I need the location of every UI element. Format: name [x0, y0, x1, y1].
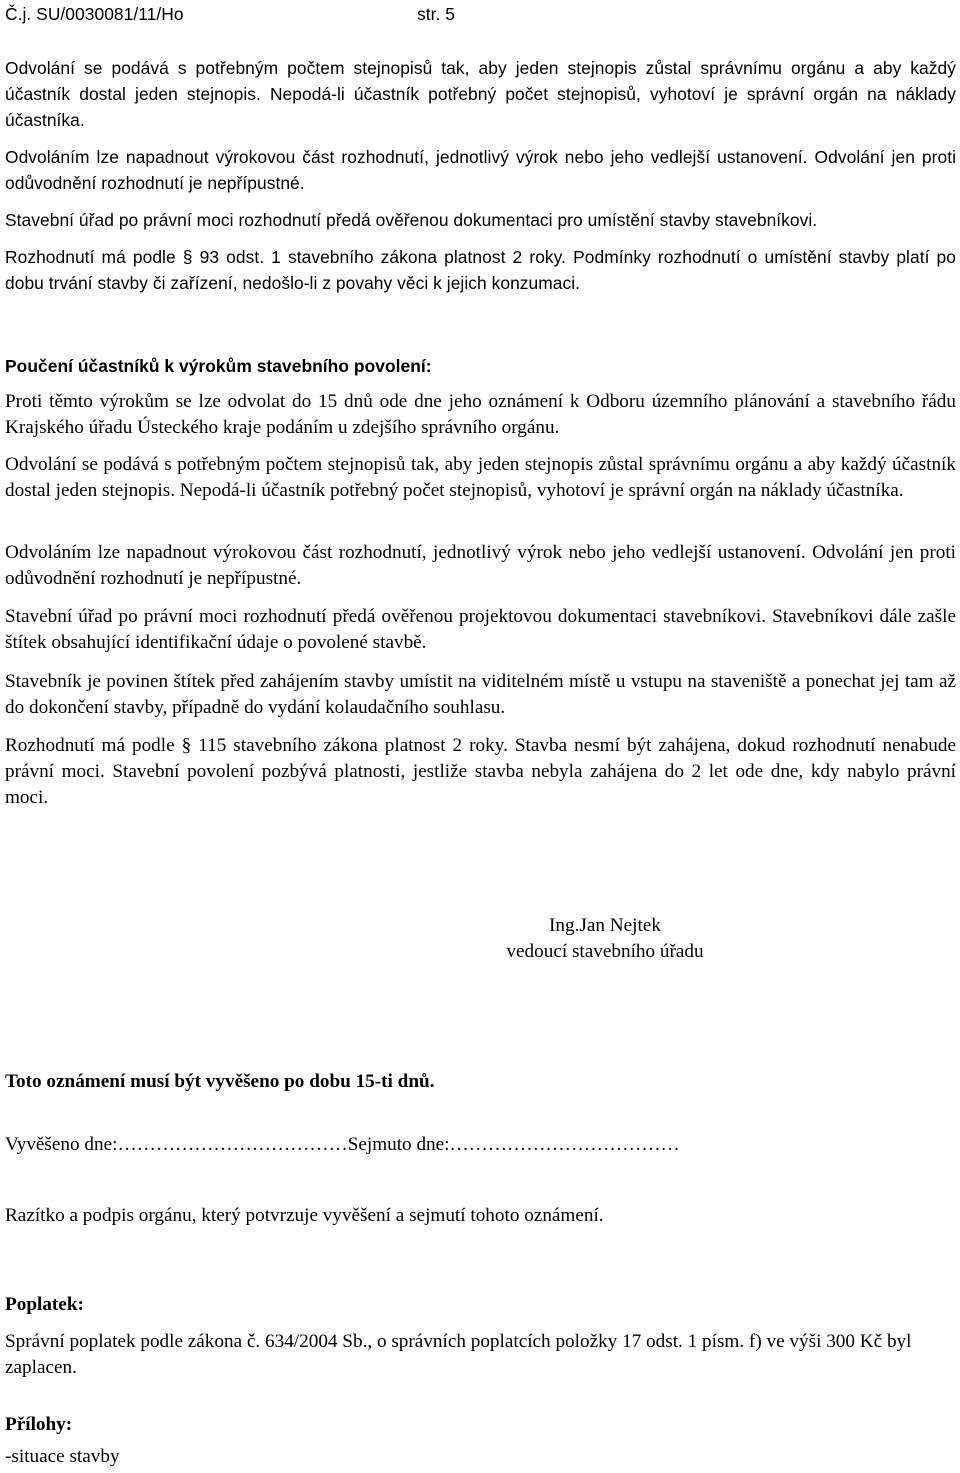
attachments-heading: Přílohy: [5, 1414, 73, 1435]
page-header [5, 2, 956, 26]
attachment-item: -situace stavby [5, 1446, 120, 1467]
appeal-scope-paragraph: Odvoláním lze napadnout výrokovou část rozhodnutí, jednotlivý výrok nebo jeho vedlejší ustanovení. Odvolání jen proti odůvodnění rozhodnutí je nepřípustné. [5, 147, 956, 193]
posting-notice-heading: Toto oznámení musí být vyvěšeno po dobu 15-ti dnů. [5, 1071, 435, 1092]
fee-heading: Poplatek: [5, 1294, 84, 1315]
permit-appeal-paragraph: Proti těmto výrokům se lze odvolat do 15 dnů ode dne jeho oznámení k Odboru územního plánování a stavebního řádu Krajského úřadu Ústeckého kraje podáním u zdejšího správního orgánu. [5, 391, 956, 438]
permit-copies-paragraph: Odvolání se podává s potřebným počtem stejnopisů tak, aby jeden stejnopis zůstal správnímu orgánu a aby každý účastník dostal jeden stejnopis. Nepodá-li účastník potřebný počet stejnopisů, vyhotoví je správní orgán na náklady účastníka. [5, 454, 956, 501]
reference-number: Č.j. SU/0030081/11/Ho [5, 4, 184, 24]
posted-date-blank: ……………………………… [117, 1134, 348, 1155]
removed-date-blank: ……………………………… [449, 1134, 680, 1155]
permit-instructions-heading: Poučení účastníků k výrokům stavebního povolení: [5, 356, 432, 376]
permit-scope-paragraph: Odvoláním lze napadnout výrokovou část rozhodnutí, jednotlivý výrok nebo jeho vedlejší ustanovení. Odvolání jen proti odůvodnění rozhodnutí je nepřípustné. [5, 542, 956, 589]
posted-date-label: Vyvěšeno dne: [5, 1134, 118, 1155]
removed-date-label: Sejmuto dne: [347, 1134, 450, 1155]
permit-documentation-paragraph: Stavební úřad po právní moci rozhodnutí předá ověřenou projektovou dokumentaci stavebníkovi. Stavebníkovi dále zašle štítek obsahující identifikační údaje o povolené stavbě. [5, 606, 956, 653]
posting-dates-line [5, 1132, 956, 1158]
signature-title: vedoucí stavebního úřadu [506, 941, 704, 962]
appeal-copies-paragraph: Odvolání se podává s potřebným počtem stejnopisů tak, aby jeden stejnopis zůstal správnímu orgánu a aby každý účastník dostal jeden stejnopis. Nepodá-li účastník potřebný počet stejnopisů, vyhotoví je správní orgán na náklady účastníka. [5, 58, 956, 130]
signature-name: Ing.Jan Nejtek [549, 915, 661, 936]
documentation-handover-paragraph: Stavební úřad po právní moci rozhodnutí předá ověřenou dokumentaci pro umístění stavby stavebníkovi. [5, 210, 818, 230]
stamp-instructions: Razítko a podpis orgánu, který potvrzuje vyvěšení a sejmutí tohoto oznámení. [5, 1205, 604, 1226]
permit-validity-paragraph: Rozhodnutí má podle § 115 stavebního zákona platnost 2 roky. Stavba nesmí být zahájena, dokud rozhodnutí nenabude právní moci. Stavební povolení pozbývá platnosti, jestliže stavba nebyla zahájena do 2 let ode dne, kdy nabylo právní moci. [5, 735, 956, 808]
page-number: str. 5 [417, 4, 455, 24]
permit-label-paragraph: Stavebník je povinen štítek před zahájením stavby umístit na viditelném místě u vstupu na staveniště a ponechat jej tam až do dokončení stavby, případně do vydání kolaudačního souhlasu. [5, 671, 956, 718]
validity-paragraph: Rozhodnutí má podle § 93 odst. 1 stavebního zákona platnost 2 roky. Podmínky rozhodnutí o umístění stavby platí po dobu trvání stavby či zařízení, nedošlo-li z povahy věci k jejich konzumaci. [5, 247, 956, 293]
fee-text: Správní poplatek podle zákona č. 634/2004 Sb., o správních poplatcích položky 17 odst. 1 písm. f) ve výši 300 Kč byl zaplacen. [5, 1331, 912, 1378]
